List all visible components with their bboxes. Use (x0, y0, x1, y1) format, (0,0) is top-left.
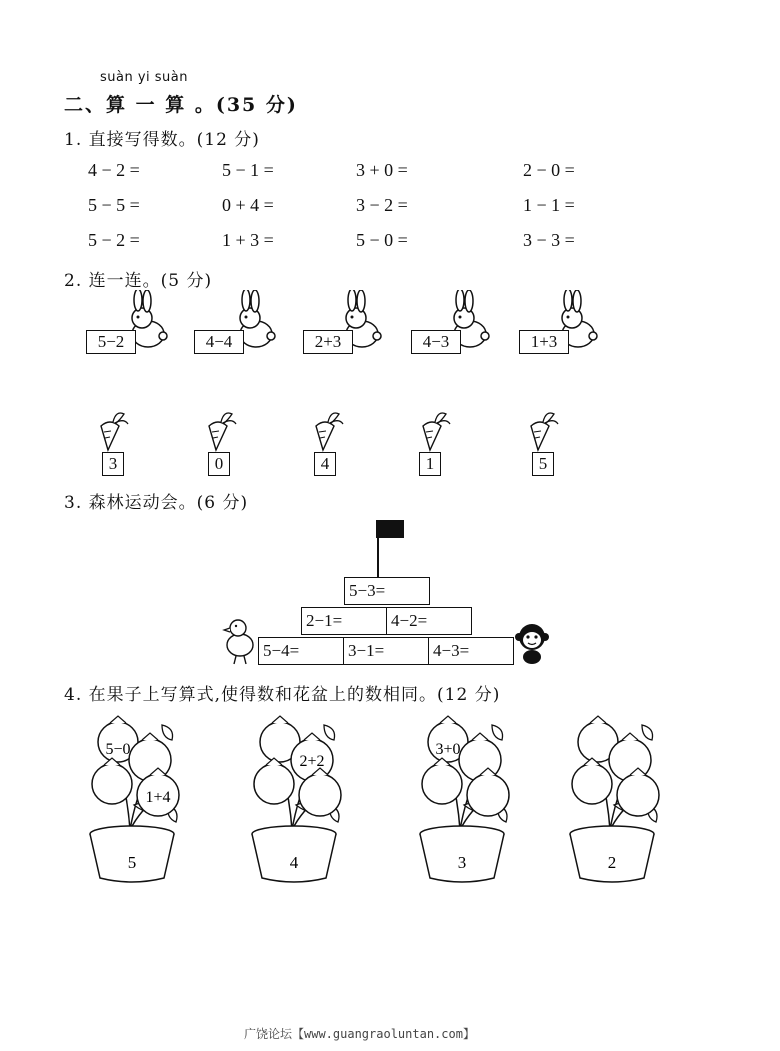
pyramid-bottom-cell: 4−3= (428, 637, 514, 665)
equation: 5 − 5 = (88, 195, 140, 215)
carrot-number-box: 3 (102, 452, 124, 476)
plant-3 (420, 716, 509, 882)
q1-title: 1. 直接写得数。(12 分) (64, 130, 260, 150)
pot-label: 5 (127, 853, 137, 872)
equation: 3 − 2 = (356, 195, 408, 215)
flag-icon (370, 518, 410, 580)
fruit-label: 2+2 (299, 753, 325, 770)
section-pinyin: suàn yi suàn (100, 70, 189, 85)
rabbit-expression-box: 5−2 (86, 330, 136, 354)
fruit-label: 1+4 (145, 789, 171, 806)
equation: 4 − 2 = (88, 160, 140, 180)
pot-label: 2 (607, 853, 617, 872)
pot-label: 3 (457, 853, 467, 872)
equation: 5 − 1 = (222, 160, 274, 180)
carrot-icon (101, 413, 128, 450)
pyramid-top-cell: 5−3= (344, 577, 430, 605)
carrot-number-box: 5 (532, 452, 554, 476)
carrot-number-box: 0 (208, 452, 230, 476)
equation: 3 − 3 = (523, 230, 575, 250)
rabbit-expression-box: 4−4 (194, 330, 244, 354)
plant-illustrations (0, 710, 780, 890)
equation: 1 − 1 = (523, 195, 575, 215)
carrot-icon (209, 413, 236, 450)
q3-title: 3. 森林运动会。(6 分) (64, 493, 249, 513)
equation: 3 + 0 = (356, 160, 408, 180)
fruit-label: 3+0 (435, 741, 461, 758)
rabbit-expression-box: 2+3 (303, 330, 353, 354)
pyramid-middle-cell: 2−1= (301, 607, 387, 635)
equation: 1 + 3 = (222, 230, 274, 250)
carrot-icon (316, 413, 343, 450)
plant-1 (90, 716, 179, 882)
pyramid-bottom-cell: 5−4= (258, 637, 344, 665)
equation: 0 + 4 = (222, 195, 274, 215)
q2-title: 2. 连一连。(5 分) (64, 271, 213, 291)
equation: 5 − 2 = (88, 230, 140, 250)
pyramid-middle-cell: 4−2= (386, 607, 472, 635)
carrot-illustrations (0, 410, 780, 455)
fruit-label: 5−0 (105, 741, 131, 758)
duck-icon (222, 615, 258, 667)
carrot-icon (531, 413, 558, 450)
plant-2 (252, 716, 341, 882)
carrot-icon (423, 413, 450, 450)
carrot-number-box: 4 (314, 452, 336, 476)
rabbit-icon (240, 290, 275, 347)
q4-title: 4. 在果子上写算式,使得数和花盆上的数相同。(12 分) (64, 685, 501, 705)
pot-label: 4 (289, 853, 299, 872)
carrot-number-box: 1 (419, 452, 441, 476)
equation: 2 − 0 = (523, 160, 575, 180)
pyramid-bottom-cell: 3−1= (343, 637, 429, 665)
footer-watermark: 广饶论坛【www.guangraoluntan.com】 (244, 1027, 475, 1041)
section-title: 二、算 一 算 。(35 分) (64, 94, 298, 116)
rabbit-expression-box: 4−3 (411, 330, 461, 354)
rabbit-expression-box: 1+3 (519, 330, 569, 354)
monkey-icon (514, 622, 550, 666)
equation: 5 − 0 = (356, 230, 408, 250)
plant-4 (570, 716, 659, 882)
rabbit-icon (132, 290, 167, 347)
